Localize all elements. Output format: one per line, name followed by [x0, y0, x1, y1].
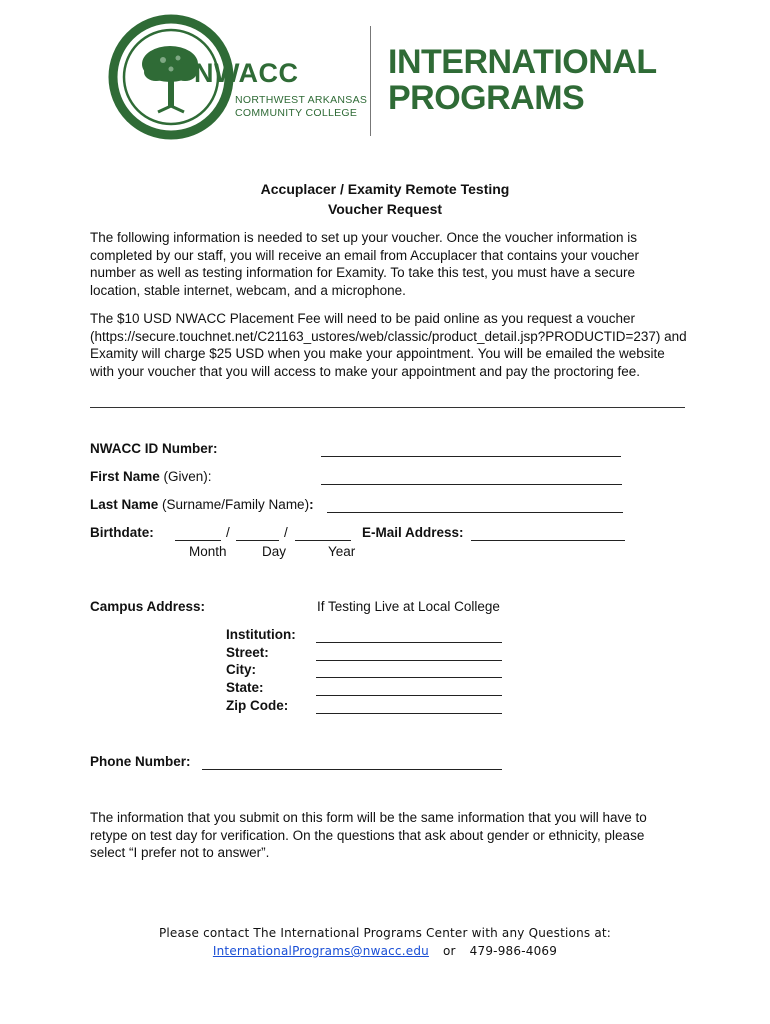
section-separator: [90, 407, 685, 408]
date-slash-1: /: [226, 525, 230, 540]
nwacc-logo: [108, 14, 368, 140]
day-caption: Day: [262, 544, 287, 559]
zip-code-field[interactable]: [316, 700, 502, 714]
closing-paragraph: The information that you submit on this form will be the same information that you will have to retype on test day for verification. On the questions that ask about gender or ethnicity, please select “I prefer not to answer”.: [90, 810, 647, 860]
first-name-hint: (Given):: [159, 469, 212, 484]
city-label: City:: [226, 662, 256, 677]
logo-line-2: COMMUNITY COLLEGE: [235, 107, 358, 119]
footer-contact-line: Please contact The International Programs Center with any Questions at:: [158, 926, 612, 940]
header-divider: [370, 26, 371, 136]
footer-phone: 479-986-4069: [469, 944, 558, 958]
document-title-line-2: Voucher Request: [327, 201, 443, 217]
last-name-label-group: [90, 496, 314, 513]
program-title-line-1: INTERNATIONAL: [388, 43, 657, 81]
institution-label: Institution:: [226, 627, 296, 642]
birth-year-field[interactable]: [295, 527, 351, 541]
program-title-line-2: PROGRAMS: [388, 79, 585, 117]
birth-day-field[interactable]: [236, 527, 279, 541]
first-name-field[interactable]: [321, 471, 622, 485]
logo-short-name: NWACC: [194, 58, 299, 88]
intro-paragraph-2: The $10 USD NWACC Placement Fee will need to be paid online as you request a voucher (https://secure.touchnet.net/C21163_ustores/web/classic/product_detail.jsp?PRODUCTID=237) and Examity will charge $25 USD when you make your appointment. You will be emailed the website with your voucher that you will access to make your appointment and pay the proctoring fee.: [90, 311, 687, 379]
footer-contact-details: [0, 944, 770, 958]
state-label: State:: [226, 680, 264, 695]
local-college-note: If Testing Live at Local College: [317, 599, 500, 614]
street-field[interactable]: [316, 647, 502, 661]
phone-number-label: Phone Number:: [90, 754, 191, 769]
footer-email-link[interactable]: InternationalPrograms@nwacc.edu: [212, 944, 429, 958]
document-title-line-1: Accuplacer / Examity Remote Testing: [260, 181, 510, 197]
email-label: E-Mail Address:: [362, 525, 464, 540]
phone-number-field[interactable]: [202, 756, 502, 770]
nwacc-id-field[interactable]: [321, 443, 621, 457]
campus-address-label: Campus Address:: [90, 599, 206, 614]
month-caption: Month: [189, 544, 227, 559]
last-name-label: Last Name: [90, 497, 159, 512]
birthdate-label: Birthdate:: [90, 525, 154, 540]
logo-line-1: NORTHWEST ARKANSAS: [235, 94, 368, 106]
first-name-label: First Name: [90, 469, 160, 484]
nwacc-id-label: NWACC ID Number:: [90, 441, 218, 456]
intro-paragraph-1: The following information is needed to set up your voucher. Once the voucher information is completed by our staff, you will receive an email from Accuplacer that contains your voucher number as well as testing information for Examity. To take this test, you must have a secure location, stable internet, webcam, and a microphone.: [90, 230, 640, 298]
street-label: Street:: [226, 645, 269, 660]
email-field[interactable]: [471, 527, 625, 541]
year-caption: Year: [328, 544, 356, 559]
city-field[interactable]: [316, 664, 502, 678]
last-name-colon: :: [309, 497, 314, 512]
first-name-label-group: [90, 468, 212, 485]
zip-code-label: Zip Code:: [226, 698, 289, 713]
state-field[interactable]: [316, 682, 502, 696]
birth-month-field[interactable]: [175, 527, 221, 541]
date-slash-2: /: [284, 525, 288, 540]
last-name-field[interactable]: [327, 499, 623, 513]
footer-or: or: [442, 944, 456, 958]
institution-field[interactable]: [316, 629, 502, 643]
last-name-hint: (Surname/Family Name): [158, 497, 310, 512]
